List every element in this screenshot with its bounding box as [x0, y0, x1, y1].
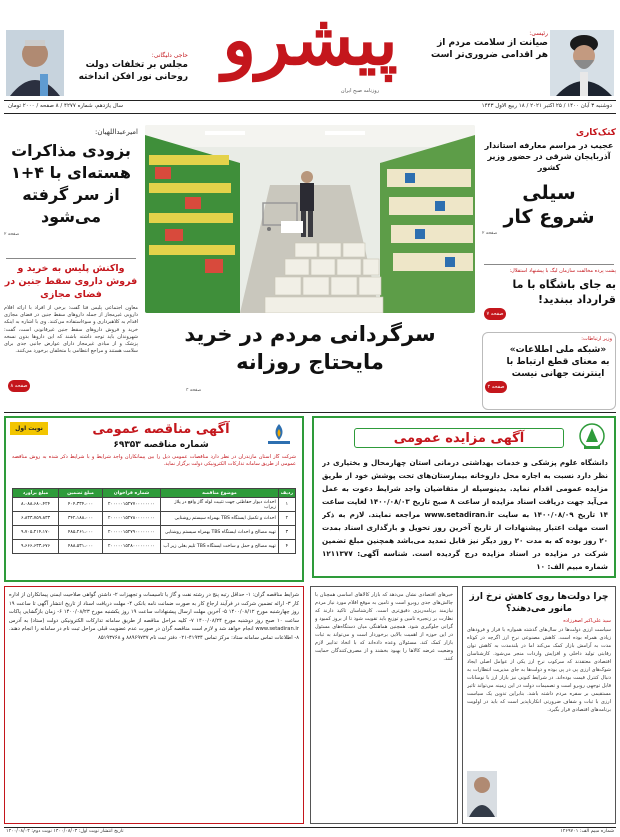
teaser-left-kicker: حاجی دلیگانی: — [151, 52, 188, 59]
story-right-top-subhead: عجیب در مراسم معارفه استاندار آذربایجان شرقی در حضور وزیر کشور — [484, 141, 614, 172]
masthead-rule — [4, 100, 616, 101]
table-cell: ۲۰۰۰۰۰۱۵۲۷۸۰۰۰۰۰۰۰۰ — [103, 512, 161, 526]
tender-conditions — [4, 586, 304, 824]
teaser-left-headline[interactable]: مجلس بر تخلفات دولت روحانی نور افکن انداخته — [78, 60, 188, 82]
story-right-mid-kicker: پشت پرده مخالفت سازمان لیگ با پیشنهاد استقلال: — [509, 268, 616, 274]
teaser-photo-right — [550, 30, 614, 96]
table-row — [13, 540, 296, 554]
story-right-top-ref[interactable]: صفحه ۲ — [482, 231, 498, 236]
teaser-right-kicker: رئیسی: — [529, 30, 548, 37]
story-left-top — [4, 128, 138, 256]
table-row — [13, 512, 296, 526]
footer-rule — [4, 827, 616, 828]
tender-table — [12, 488, 296, 554]
story-right-mid-headline[interactable]: به جای باشگاه با ما قرارداد ببندید! — [512, 278, 616, 306]
story-left-police-badge[interactable]: صفحه ۸ — [8, 380, 30, 392]
table-cell: احداث دیوار حفاظتی جهت تثبیت لوله گاز واقع در پلاژ زیراب — [161, 498, 279, 512]
story-left-police-body: معاون اجتماعی پلیس فتا گفت: برخی از افراد با ارائه اقلام دارویی غیرمجاز از جمله داروهای سقط جنین در فضای مجازی اقدام به کلاهبرداری و سوءاستفاده می‌کنند. وی با اشاره به اینکه خرید و فروش داروهای سقط جنین غیرقانونی است، گفت: شهروندان باید توجه داشته باشند که این داروها بدون نسخه پزشک و از مبادی غیرمجاز دارای عوارض جانبی جدی برای سلامت هستند و مراجع انتظامی با متخلفان برخورد می‌کنند. — [4, 305, 138, 355]
table-cell: ۴ — [278, 540, 295, 554]
author-photo — [467, 771, 497, 817]
table-cell: تهیه مصالح و احداث ایستگاه TBS بهمراه سیستم روشنایی — [161, 526, 279, 540]
gas-company-logo — [264, 422, 294, 446]
story-left-police-headline[interactable]: واکنش پلیس به خرید و فروش داروی سقط جنین در فضای مجازی — [4, 263, 138, 300]
story-right-mid-badge[interactable]: صفحه ۷ — [484, 308, 506, 320]
bottom-right-byline: سید علی‌اکبر اصغرزاده — [563, 618, 611, 624]
table-cell: ۴۸۵،۲۶۱،۰۰۰ — [59, 526, 103, 540]
tender-col-estimate: مبلغ برآورد — [13, 489, 59, 498]
divider — [6, 258, 136, 259]
table-cell: ۲ — [278, 512, 295, 526]
tender-col-number: شماره فراخوان — [103, 489, 161, 498]
bottom-right-story — [462, 586, 616, 824]
tender-tag: نوبت اول — [10, 422, 48, 435]
table-cell: ۶،۸۳۳،۷۵۹،۸۳۳ — [13, 512, 59, 526]
table-cell: ۴۰۴،۳۳۴،۰۰۰ — [59, 498, 103, 512]
university-logo — [576, 422, 608, 452]
table-cell: ۳ — [278, 526, 295, 540]
story-right-low-headline[interactable]: «شبکه ملی اطلاعات» به معنای قطع ارتباط با اینترنت جهانی نیست — [506, 345, 610, 379]
auction-title: آگهی مزایده عمومی — [354, 428, 564, 448]
footer-right: شماره مبیم الف: ۱۲۶۹۷۰۱ — [560, 829, 614, 834]
tender-ad — [4, 416, 304, 582]
story-right-top-kicker: کتک‌کاری — [575, 128, 616, 138]
story-right-top-headline[interactable]: سیلی شروع کار — [503, 182, 595, 228]
center-page-ref[interactable]: صفحه ۳ — [186, 388, 202, 393]
table-cell: ۴۸۸،۵۳۱،۰۰۰ — [59, 540, 103, 554]
table-row — [13, 498, 296, 512]
story-left-top-headline[interactable]: بزودی مذاکرات هسته‌ای با ۴+۱ از سر گرفته می‌شود — [11, 141, 131, 226]
tender-col-guarantee: مبلغ تضمین — [59, 489, 103, 498]
auction-ad — [312, 416, 616, 578]
tender-col-subject: موضوع مناقصه — [161, 489, 279, 498]
table-cell: ۱ — [278, 498, 295, 512]
story-right-low-badge[interactable]: صفحه ۲ — [485, 381, 507, 393]
table-cell: احداث و تکمیل ایستگاه TBS بهمراه سیستم روشنایی — [161, 512, 279, 526]
teaser-right-headline[interactable]: صیانت از سلامت مردم از هر اقدامی ضروری‌تر است — [431, 38, 548, 60]
auction-body: دانشگاه علوم پزشکی و خدمات بهداشتی درمانی استان چهارمحال و بختیاری در نظر دارد نسبت به اجاره محل داروخانه بیمارستان‌های تحت پوشش خود از طریق مزایده عمومی اقدام نماید. بدینوسیله از متقاضیان واجد شرایط دعوت به عمل می‌آید جهت دریافت اسناد مزایده از ساعت ۸ صبح تاریخ ۱۴۰۰/۰۸/۰۳ لغایت ساعت ۱۴ تاریخ ۱۴۰۰/۰۸/۰۹ به سایت www.setadiran.ir مراجعه نمایند. لازم به ذکر است مهلت اعتبار پیشنهادات از تاریخ آخرین روز تحویل و بارگذاری اسناد بمدت ۲۰ روز بوده که به مدت ۲۰ روز دیگر نیز قابل تمدید می‌باشد همچنین مبلغ تضمین شرکت در مزایده در اسناد مزایده درج گردیده است. شناسه آگهی: ۱۲۱۱۳۷۷ شماره مبیم الف: ۱۰ — [322, 458, 608, 571]
table-cell: ۹،۶۶۶،۶۳۳،۶۷۶ — [13, 540, 59, 554]
story-left-top-ref[interactable]: صفحه ۲ — [4, 232, 20, 237]
table-row — [13, 526, 296, 540]
story-right-mid — [482, 268, 616, 330]
table-cell: ۳۴۲،۱۸۸،۰۰۰ — [59, 512, 103, 526]
table-cell: ۲۰۰۰۰۰۱۵۲۸۰۰۰۰۰۰۰۰۰ — [103, 540, 161, 554]
table-cell: ۲۰۰۰۰۰۱۵۲۷۷۰۰۰۰۰۰۰۰ — [103, 498, 161, 512]
masthead-tagline: روزنامه صبح ایران — [340, 88, 380, 94]
center-headline[interactable]: سرگردانی مردم در خرید مایحتاج روزانه — [184, 322, 436, 374]
masthead — [0, 0, 620, 116]
dateline-right: دوشنبه ۳ آبان ۱۴۰۰ / ۲۵ اکتبر ۲۰۲۱ / ۱۸ ربیع الاول ۱۴۴۳ — [481, 103, 612, 109]
story-right-low-kicker: وزیر ارتباطات: — [581, 336, 612, 342]
section-rule — [4, 412, 616, 413]
tender-col-row: ردیف — [278, 489, 295, 498]
story-right-low — [482, 332, 616, 410]
table-cell: ۲۰۰۰۰۰۱۵۲۷۹۰۰۰۰۰۰۰۰ — [103, 526, 161, 540]
table-cell: تهیه مصالح و حمل و ساخت ایستگاه TBS تلیم بغلی زیر آب — [161, 540, 279, 554]
bottom-center-column — [310, 586, 458, 824]
story-right-top — [482, 128, 616, 260]
bottom-center-body: خبرهای اقتصادی نشان می‌دهد که بازار کالاهای اساسی همچنان با چالش‌های جدی روبرو است و تامین به موقع اقلام مورد نیاز مردم نیازمند برنامه‌ریزی دقیق‌تری است. کارشناسان تاکید دارند که نظارت بر زنجیره تامین و توزیع باید تقویت شود تا از بروز کمبود و گرانی جلوگیری شود. همچنین هماهنگی میان دستگاه‌های مسئول در این حوزه از اهمیت بالایی برخوردار است و می‌تواند به ثبات بازار کمک کند. مسئولان وعده داده‌اند که با اتخاذ تدابیر لازم وضعیت عرضه کالاها را بهبود بخشند و از مصرف‌کنندگان حمایت کنند. — [315, 592, 453, 662]
tender-intro: شرکت گاز استان مازندران در نظر دارد مناقصات عمومی ذیل را بین پیمانکاران واجد شرایط و با شرایط ذکر شده به روش مناقصه عمومی از طریق سامانه تدارکات الکترونیکی دولت برگزار نماید. — [12, 454, 296, 468]
table-cell: ۸،۰۸۸،۶۸۰،۴۲۴ — [13, 498, 59, 512]
center-photo — [145, 125, 475, 313]
tender-number: شماره مناقصه ۶۹۳۵۳ — [113, 440, 209, 450]
divider — [484, 264, 614, 265]
masthead-rule-bottom — [4, 113, 616, 114]
bottom-right-body: سیاست ارزی دولت‌ها در سال‌های گذشته همواره با فراز و فرودهای زیادی همراه بوده است. کاهش مصنوعی نرخ ارز اگرچه در کوتاه مدت به آرامش بازار کمک می‌کند اما در بلندمدت به کاهش توان رقابتی تولید داخلی و افزایش واردات منجر می‌شود. کارشناسان اقتصادی معتقدند که سرکوب نرخ ارز یکی از عوامل اصلی ایجاد شوک‌های ارزی پی در پی بوده و دولت‌ها به جای مدیریت انتظارات به دنبال کنترل قیمت بوده‌اند. در شرایط کنونی نیز بازار ارز با نوسانات قابل توجهی روبرو است و تصمیمات دولت در این زمینه می‌تواند تاثیر مستقیمی بر سفره مردم داشته باشد. بنابراین تدوین یک سیاست ارزی با ثبات و شفاف ضرورتی انکارناپذیر است که باید در اولویت برنامه‌های اقتصادی قرار بگیرد. — [467, 627, 611, 713]
teaser-photo-left — [6, 30, 64, 96]
story-left-top-kicker: امیرعبداللهیان: — [95, 128, 138, 136]
tender-title: آگهی مناقصه عمومی — [92, 422, 230, 437]
story-left-police — [4, 262, 138, 396]
table-cell: ۹،۷۰۵،۲۱۴،۱۷۰ — [13, 526, 59, 540]
newspaper-logo: پیشرو — [222, 0, 398, 81]
footer-left: تاریخ انتشار نوبت اول: ۱۴۰۰/۰۸/۰۳ نوبت دوم: ۱۴۰۰/۰۸/۰۴ — [6, 829, 124, 834]
dateline-left: سال یازدهم، شماره ۴۲۷۷ / ۸ صفحه / ۲۰۰۰ تومان — [8, 103, 124, 109]
bottom-right-headline[interactable]: چرا دولت‌ها روی کاهش نرخ ارز مانور می‌دهند؟ — [469, 592, 609, 614]
tender-conditions-text: شرایط مناقصه گران: ۱- حداقل رتبه پنج در رشته نفت و گاز یا تاسیسات و تجهیزات ۲- داشتن گواهی صلاحیت ایمنی پیمانکاران از اداره کار ۳- ارائه تضمین شرکت در فرآیند ارجاع کار به صورت ضمانت نامه بانکی ۴- مهلت دریافت اسناد از تاریخ انتشار آگهی تا ساعت ۱۹ روز چهارشنبه مورخ ۱۴۰۰/۰۸/۱۲ ۵- آخرین مهلت ارسال پیشنهادات ساعت ۱۹ روز یکشنبه مورخ ۱۴۰۰/۰۸/۲۳ ۶- زمان بازگشایی پاکات ساعت ۱۰ صبح روز دوشنبه مورخ ۱۴۰۰/۰۸/۲۴ ۷- کلیه مراحل مناقصه از طریق سامانه تدارکات الکترونیکی دولت (ستاد) به آدرس www.setadiran.ir انجام خواهد شد و لازم است مناقصه گران در صورت عدم عضویت قبلی مراحل ثبت نام در سامانه را انجام دهند. ۸- اطلاعات تماس سامانه ستاد: مرکز تماس ۴۱۹۳۴-۰۲۱ دفتر ثبت نام ۸۸۹۶۹۷۳۷ و ۸۵۱۹۳۷۶۸ — [9, 592, 299, 641]
